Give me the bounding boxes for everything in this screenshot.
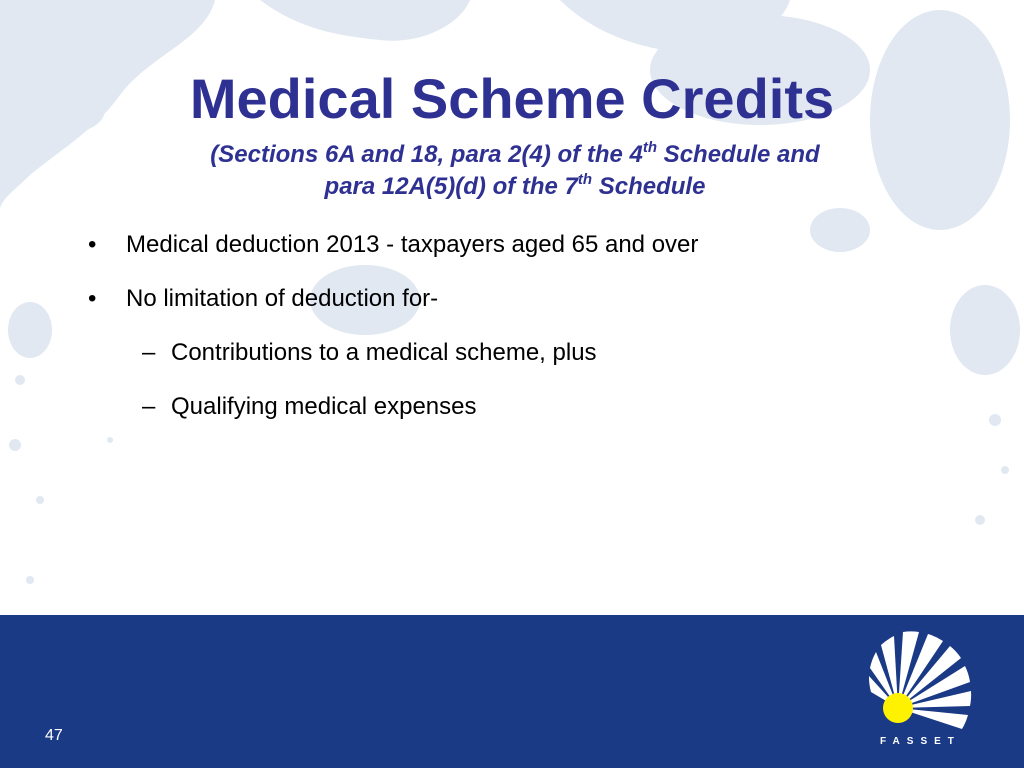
sub-bullet-item [86,337,966,369]
slide-subtitle [100,139,930,203]
bullet-marker: • [88,285,97,312]
bullet-marker: • [88,231,97,258]
bullet-item [86,283,966,315]
sub-bullet-marker: – [142,393,156,420]
slide-title: Medical Scheme Credits [189,67,835,130]
bullet-item [86,229,966,261]
bullet-text: Medical deduction 2013 - taxpayers aged 65 and over [126,231,699,258]
page-number: 47 [45,727,63,744]
bullet-list [86,229,966,445]
fasset-sun-logo-icon [868,630,978,740]
sub-bullet-marker: – [142,339,156,366]
bullet-text: No limitation of deduction for- [126,285,439,312]
logo-text: FASSET [880,736,961,747]
sub-bullet-item [86,391,966,423]
subtitle-line-2: para 12A(5)(d) of the 7th Schedule [324,171,706,200]
subtitle-line-1: (Sections 6A and 18, para 2(4) of the 4th Schedule and [210,139,820,168]
sub-bullet-text: Qualifying medical expenses [171,393,477,420]
sub-bullet-text: Contributions to a medical scheme, plus [171,339,597,366]
